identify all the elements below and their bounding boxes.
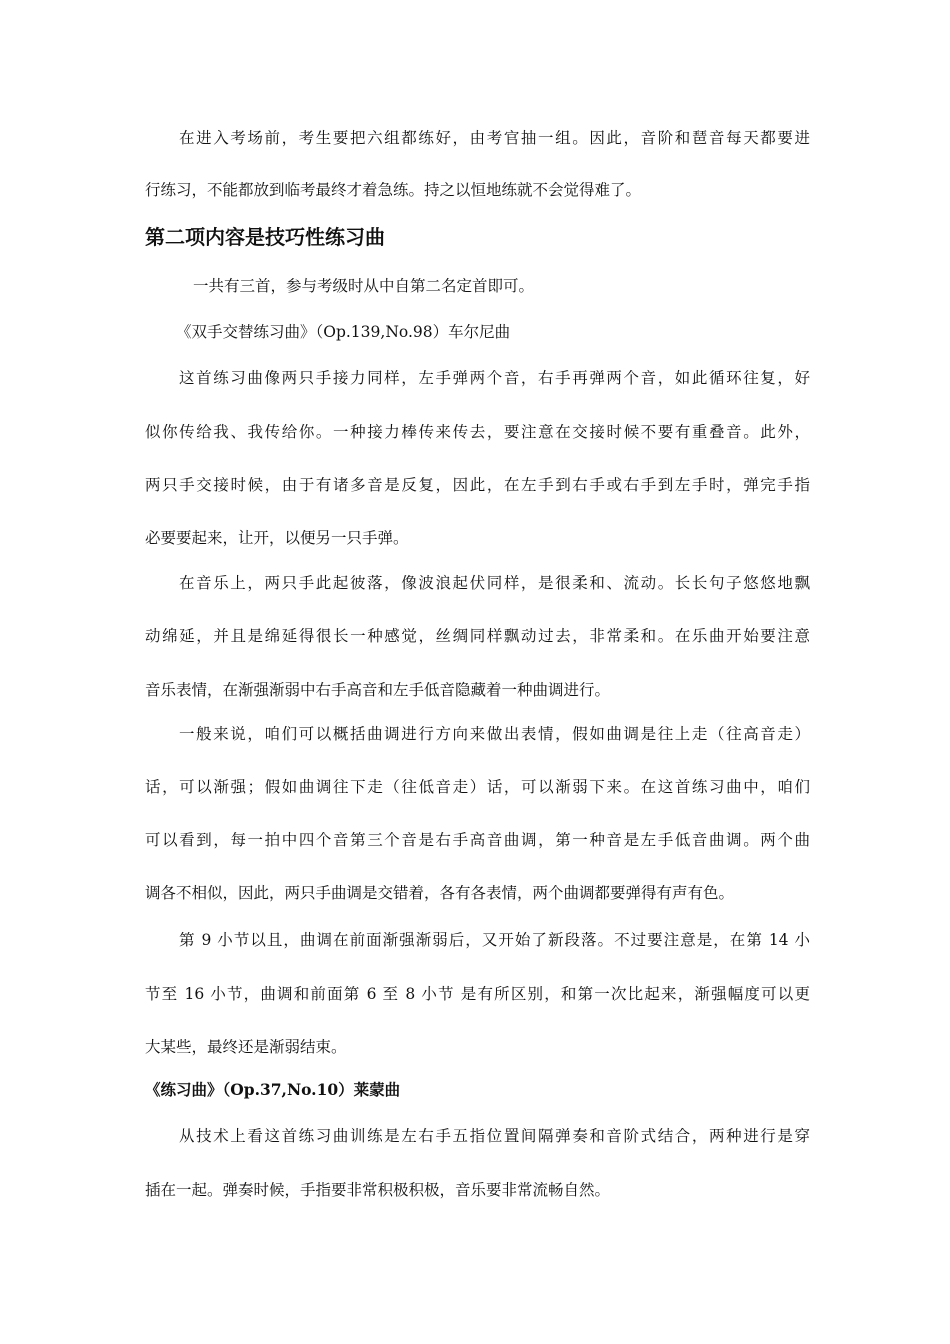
piece2-para1-line-1: 从技术上看这首练习曲训练是左右手五指位置间隔弹奏和音阶式结合，两种进行是穿 <box>179 1127 810 1145</box>
piece1-para1-line-3: 两只手交接时候，由于有诸多音是反复，因此，在左手到右手或右手到左手时，弹完手指 <box>145 476 810 494</box>
piece2-para1-line-2: 插在一起。弹奏时候，手指要非常积极积极，音乐要非常流畅自然。 <box>145 1181 611 1199</box>
section-note: 一共有三首，参与考级时从中自第二名定首即可。 <box>193 277 535 295</box>
piece1-para4-line-1: 第 9 小节以且，曲调在前面渐强渐弱后，又开始了新段落。不过要注意是，在第 14 小 <box>179 931 810 949</box>
piece1-title: 《双手交替练习曲》（Op.139,No.98）车尔尼曲 <box>176 323 511 341</box>
piece1-para4-line-3: 大某些，最终还是渐弱结束。 <box>145 1038 347 1056</box>
piece2-title: 《练习曲》（Op.37,No.10）莱蒙曲 <box>145 1080 401 1099</box>
section-heading: 第二项内容是技巧性练习曲 <box>145 225 385 249</box>
intro-line-2: 行练习，不能都放到临考最终才着急练。持之以恒地练就不会觉得难了。 <box>145 181 642 199</box>
piece1-para1-line-1: 这首练习曲像两只手接力同样，左手弹两个音，右手再弹两个音，如此循环往复，好 <box>179 369 810 387</box>
piece1-para3-line-1: 一般来说，咱们可以概括曲调进行方向来做出表情，假如曲调是往上走（往高音走） <box>179 725 810 743</box>
piece1-para3-line-3: 可以看到，每一拍中四个音第三个音是右手高音曲调，第一种音是左手低音曲调。两个曲 <box>145 831 810 849</box>
piece1-para2-line-2: 动绵延，并且是绵延得很长一种感觉，丝绸同样飘动过去，非常柔和。在乐曲开始要注意 <box>145 627 810 645</box>
piece1-para2-line-3: 音乐表情，在渐强渐弱中右手高音和左手低音隐藏着一种曲调进行。 <box>145 681 611 699</box>
piece1-para4-line-2: 节至 16 小节，曲调和前面第 6 至 8 小节 是有所区别，和第一次比起来，渐强幅度可以更 <box>145 985 810 1003</box>
piece1-para1-line-2: 似你传给我、我传给你。一种接力棒传来传去，要注意在交接时候不要有重叠音。此外， <box>145 423 810 441</box>
piece1-para2-line-1: 在音乐上，两只手此起彼落，像波浪起伏同样，是很柔和、流动。长长句子悠悠地飘 <box>179 574 810 592</box>
piece1-para1-line-4: 必要要起来，让开，以便另一只手弹。 <box>145 529 409 547</box>
intro-line-1: 在进入考场前，考生要把六组都练好，由考官抽一组。因此，音阶和琶音每天都要进 <box>179 129 810 147</box>
piece1-para3-line-4: 调各不相似，因此，两只手曲调是交错着，各有各表情，两个曲调都要弹得有声有色。 <box>145 884 735 902</box>
piece1-para3-line-2: 话，可以渐强；假如曲调往下走（往低音走）话，可以渐弱下来。在这首练习曲中，咱们 <box>145 778 810 796</box>
